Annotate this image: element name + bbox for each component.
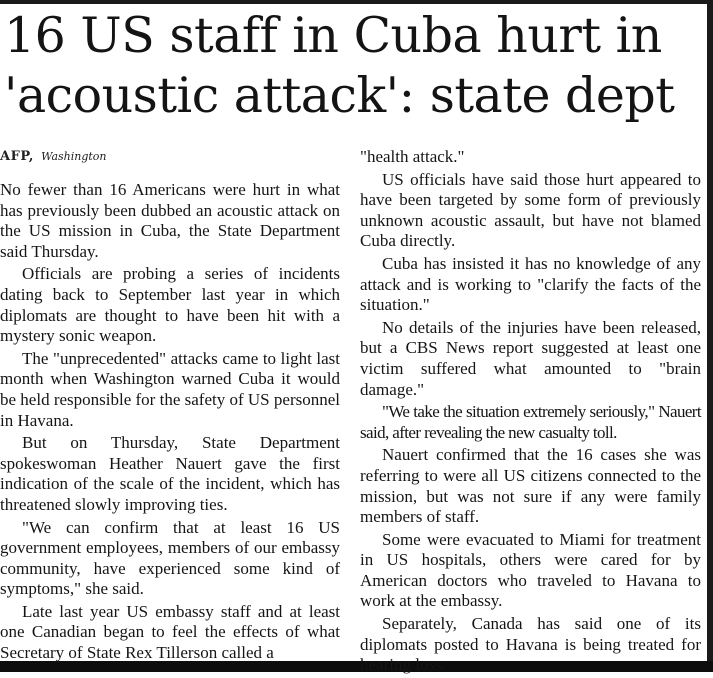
article-column-left [0,180,340,666]
paragraph: No fewer than 16 Americans were hurt in what has previously been dubbed an acoustic attack on the US mission in Cuba, the State Department said Thursday. [0,180,340,261]
scan-border-right [707,0,713,672]
byline-location: Washington [41,150,107,163]
paragraph: But on Thursday, State Department spokeswoman Heather Nauert gave the first indication of the scale of the incident, which has threatened slowly improving ties. [0,433,340,514]
paragraph: Late last year US embassy staff and at least one Canadian began to feel the effects of what Secretary of State Rex Tillerson called a [0,601,340,663]
paragraph: Officials are probing a series of incidents dating back to September last year in which diplomats are thought to have been hit with a mystery sonic weapon. [0,264,340,346]
paragraph: The "unprecedented" attacks came to light last month when Washington warned Cuba it would be held responsible for the safety of US personnel in Havana. [0,348,340,430]
byline-agency: AFP, [0,149,34,164]
paragraph: "We take the situation extremely seriously," Nauert said, after revealing the new casualty toll. [360,402,701,442]
scan-border-top [0,0,713,4]
paragraph: Nauert confirmed that the 16 cases she was referring to were all US citizens connected to the mission, but was not sure if any were family members of staff. [360,445,701,527]
article-column-right [360,147,701,678]
paragraph: Cuba has insisted it has no knowledge of any attack and is working to "clarify the facts of the situation." [360,253,701,315]
byline [0,148,345,166]
paragraph: No details of the injuries have been released, but a CBS News report suggested at least one victim suffered what amounted to "brain damage." [360,317,701,399]
paragraph: "health attack." [360,147,465,166]
paragraph: US officials have said those hurt appeared to have been targeted by some form of previously unknown acoustic assault, but have not blamed Cuba directly. [360,169,701,251]
paragraph: Separately, Canada has said one of its diplomats posted to Havana is being treated for hearing loss. [360,614,701,675]
headline: 16 US staff in Cuba hurt in 'acoustic attack': state dept [4,7,675,124]
paragraph: Some were evacuated to Miami for treatment in US hospitals, others were cared for by American doctors who traveled to Havana to work at the embassy. [360,529,701,611]
paragraph: "We can confirm that at least 16 US government employees, members of our embassy community, have experienced some kind of symptoms," she said. [0,517,340,599]
